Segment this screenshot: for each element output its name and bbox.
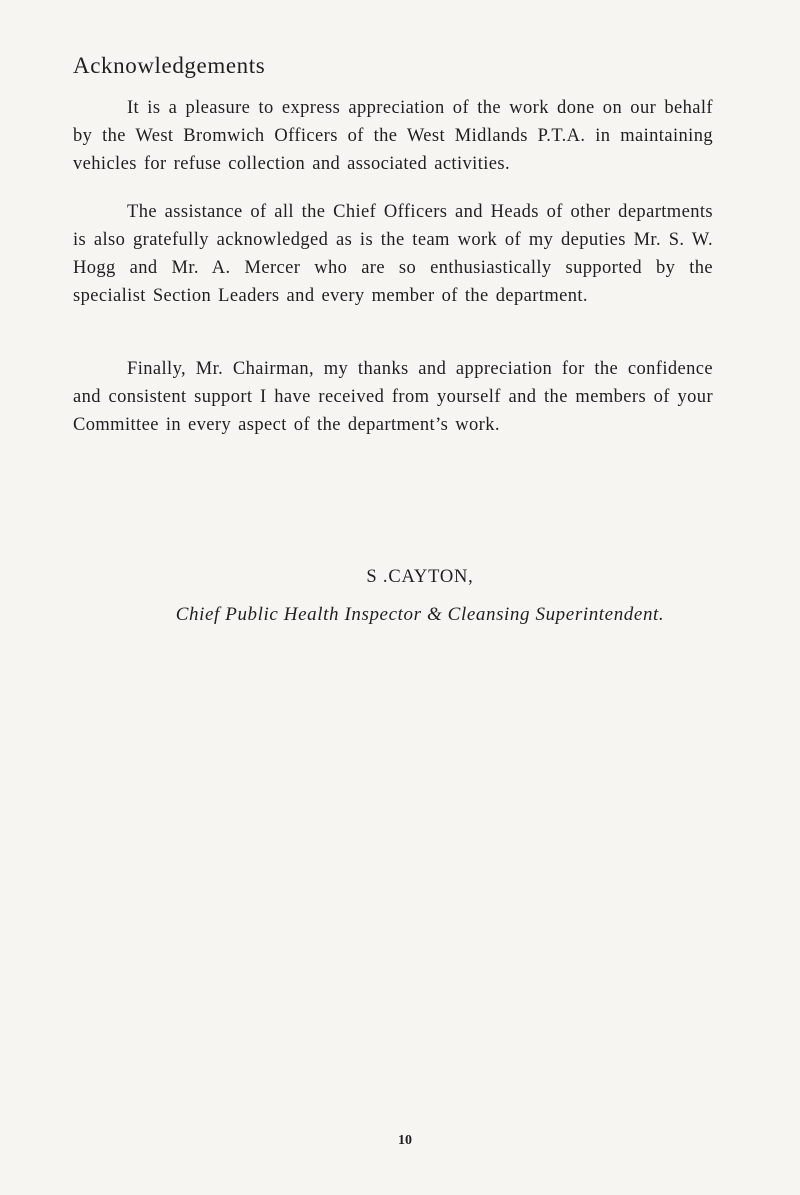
paragraph-chairman-thanks: Finally, Mr. Chairman, my thanks and appreciation for the confidence and consistent support I have received from yourself and the members of your Committee in every aspect of the department’s work. xyxy=(73,359,713,435)
signatory-title: Chief Public Health Inspector & Cleansing Superintendent. xyxy=(175,604,665,625)
paragraph-chief-officers: The assistance of all the Chief Officers and Heads of other departments is also gratefully acknowledged as is the team work of my deputies Mr. S. W. Hogg and Mr. A. Mercer who are so enthusiastically supported by the specialist Section Leaders and every member of the department. xyxy=(73,202,713,306)
signatory-name: S .CAYTON, xyxy=(366,567,474,587)
paragraph-pta-appreciation: It is a pleasure to express appreciation of the work done on our behalf by the West Bromwich Officers of the West Midlands P.T.A. in maintaining vehicles for refuse collection and associated activities. xyxy=(73,98,713,174)
page-number: 10 xyxy=(398,1133,412,1148)
page-heading: Acknowledgements xyxy=(73,53,266,78)
